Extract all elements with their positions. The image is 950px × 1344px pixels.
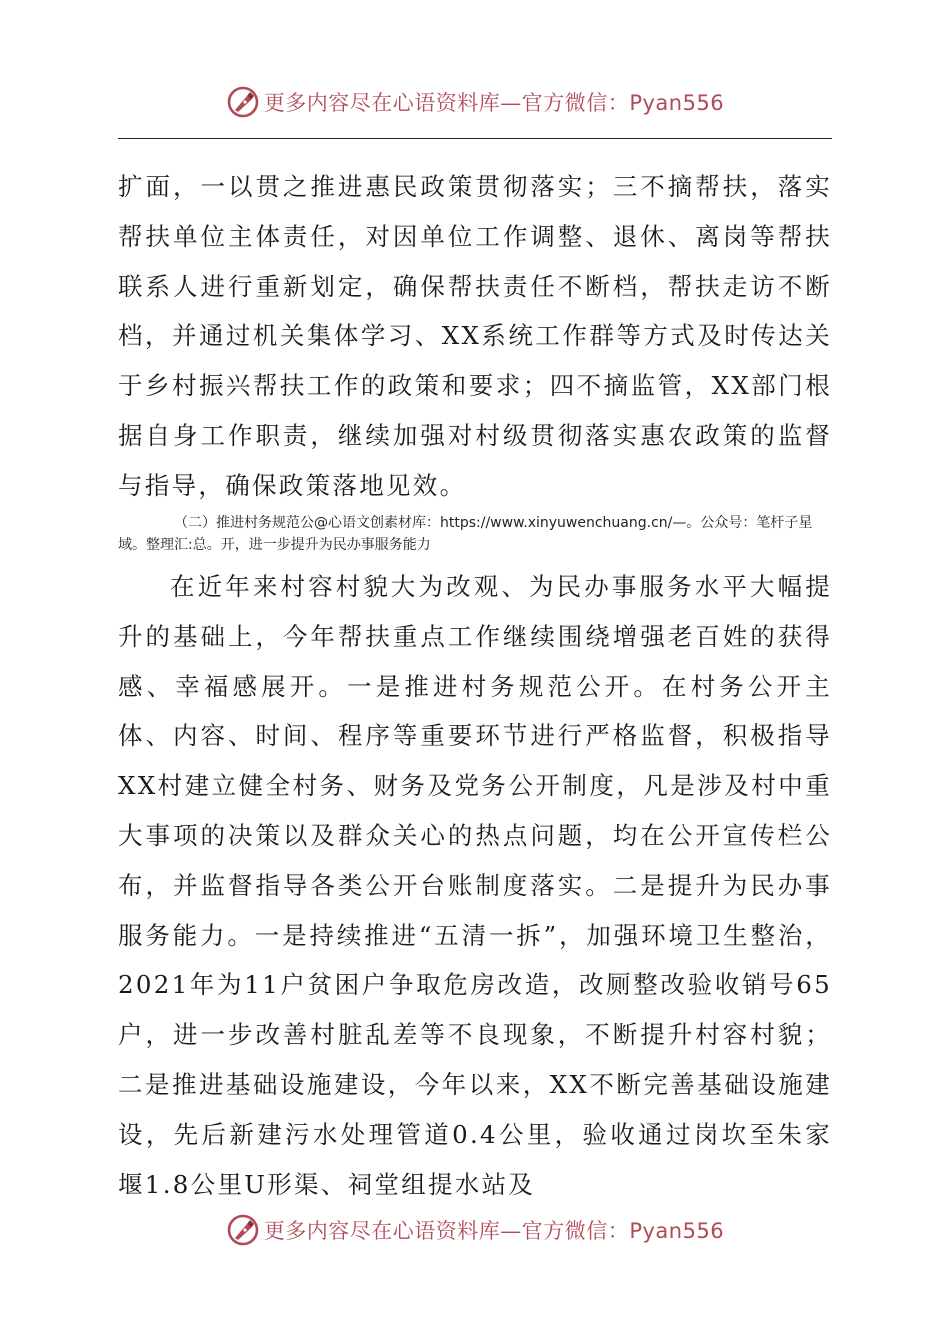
paragraph-1-text: 扩面，一以贯之推进惠民政策贯彻落实；三不摘帮扶，落实帮扶单位主体责任，对因单位工作调整、退休、离岗等帮扶联系人进行重新划定，确保帮扶责任不断档，帮扶走访不断档，并通过机关集体学习、XX系统工作群等方式及时传达关于乡村振兴帮扶工作的政策和要求；四不摘监管，XX部门根据自身工作职责，继续加强对村级贯彻落实惠农政策的监督与指导，确保政策落地见效。 [118,172,832,500]
paragraph-2-text: 在近年来村容村貌大为改观、为民办事服务水平大幅提升的基础上，今年帮扶重点工作继续围绕增强老百姓的获得感、幸福感展开。一是推进村务规范公开。在村务公开主体、内容、时间、程序等重要环节进行严格监督，积极指导XX村建立健全村务、财务及党务公开制度，凡是涉及村中重大事项的决策以及群众关心的热点问题，均在公开宣传栏公布，并监督指导各类公开台账制度落实。二是提升为民办事服务能力。一是持续推进“五清一拆”，加强环境卫生整治，2021年为11户贫困户争取危房改造，改厕整改验收销号65户，进一步改善村脏乱差等不良现象，不断提升村容村貌；二是推进基础设施建设，今年以来，XX不断完善基础设施建设，先后新建污水处理管道0.4公里，验收通过岗坎至朱家堰1.8公里U形渠、祠堂组提水站及 [118,572,832,1199]
pen-nib-logo-icon [226,85,260,119]
header-banner [0,82,950,122]
footer-text [264,1215,724,1245]
header-divider [118,138,832,139]
paragraph-2 [118,562,832,1209]
footer-banner [0,1210,950,1250]
footer-wechat-id: Pyan556 [629,1219,725,1243]
header-slogan: 更多内容尽在心语资料库—官方微信： [263,91,630,115]
section-subheading: （二）推进村务规范公@心语文创素材库：https://www.xinyuwenchuang.cn/—。公众号：笔杆子星域。整理汇:总。开，进一步提升为民办事服务能力 [118,515,813,553]
footer-slogan: 更多内容尽在心语资料库—官方微信： [263,1219,630,1243]
header-text [264,87,724,117]
pen-nib-logo-icon [226,1213,260,1247]
paragraph-1 [118,162,832,511]
header-wechat-id: Pyan556 [629,91,725,115]
